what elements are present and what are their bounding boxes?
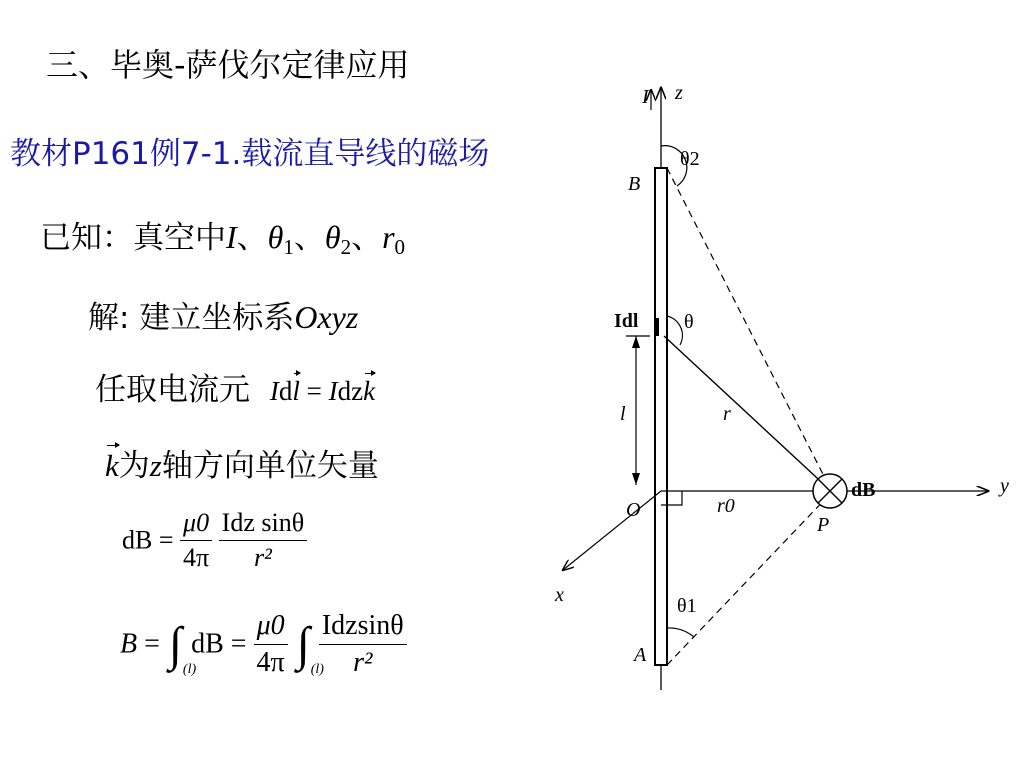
current-element-equation: Idl = Idzk (269, 376, 376, 406)
formula-dB: dB = $\frac{\mu 0}{4\pi}$ $\frac{\text{Idz sinθ}}{\text{r²}}$ (122, 508, 307, 573)
known-theta2: θ (324, 219, 341, 255)
known-sep2: 、 (293, 220, 325, 256)
known-theta1-sub: 1 (283, 235, 294, 259)
known-r0-sub: 0 (394, 235, 406, 259)
label-r0: r0 (717, 495, 735, 517)
label-B: B (628, 173, 641, 195)
label-dB: dB (851, 479, 876, 501)
label-x: x (555, 584, 564, 606)
slide-title: 三、毕奥-萨伐尔定律应用 (46, 46, 410, 84)
unit-vector-k: k (105, 448, 119, 483)
solution-prefix: 解: 建立坐标系 (88, 300, 295, 336)
label-Idl: Idl (614, 310, 639, 332)
label-O: O (626, 499, 641, 521)
known-sep1: 、 (236, 220, 268, 256)
label-z: z (675, 82, 683, 104)
coordinate-system: Oxyz (294, 299, 359, 335)
label-theta: θ (684, 311, 694, 333)
known-r0: r (382, 219, 395, 255)
known-current: I (226, 219, 237, 255)
label-A: A (634, 644, 647, 666)
solution-line (88, 292, 358, 337)
known-conditions (40, 212, 405, 260)
line-r (664, 336, 830, 490)
slide-subtitle: 教材P161例7-1.载流直导线的磁场 (10, 136, 490, 172)
current-element-line (95, 364, 375, 409)
line-AP (667, 494, 830, 665)
unit-vector-line: k为z轴方向单位矢量 (105, 448, 379, 484)
known-theta1: θ (267, 219, 284, 255)
formula-B-integral: B = ∫ (l) dB = $\frac{\mu 0}{4\pi}$ ∫ (l) $\frac{\text{Idzsinθ}}{\text{r²}}$ (120, 610, 407, 679)
current-element-label: 任取电流元 (95, 372, 250, 408)
label-l: l (620, 403, 626, 425)
wire (655, 168, 667, 665)
label-theta1: θ1 (677, 595, 697, 617)
x-axis (563, 491, 661, 570)
label-r: r (723, 403, 731, 425)
known-theta2-sub: 2 (340, 235, 352, 259)
label-y: y (1000, 475, 1009, 497)
label-P: P (817, 514, 830, 536)
straight-wire-diagram (540, 75, 1024, 695)
point-P-into-page (813, 474, 847, 508)
known-prefix: 已知：真空中 (40, 220, 226, 256)
label-theta2: θ2 (680, 148, 700, 170)
label-current: I (642, 86, 649, 108)
known-sep3: 、 (351, 220, 383, 256)
